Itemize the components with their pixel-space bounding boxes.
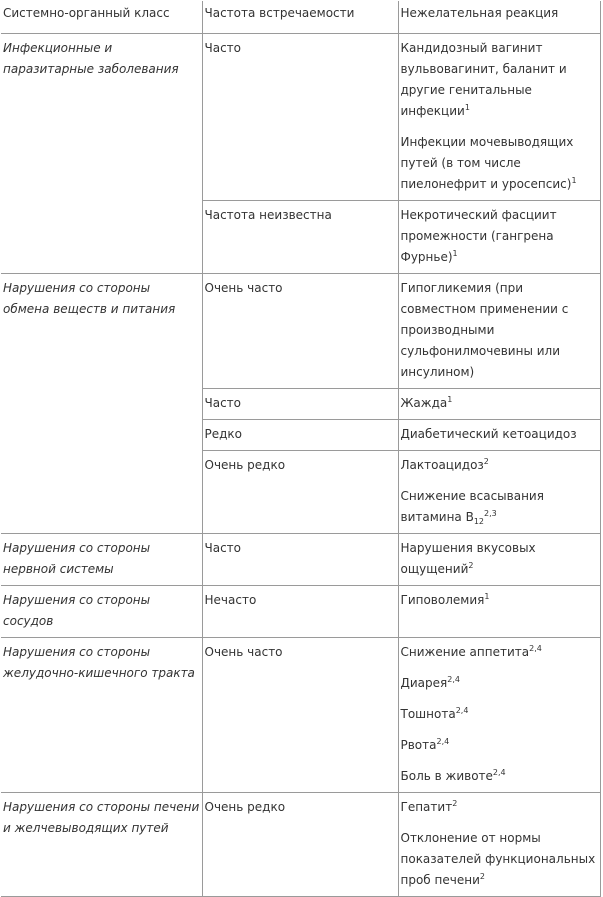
reaction-cell <box>398 274 600 389</box>
frequency-cell: Очень редко <box>202 793 398 897</box>
footnote-marker: 2 <box>468 561 474 570</box>
reaction-text: Снижение всасывания витамина B <box>400 489 544 524</box>
frequency-cell: Очень часто <box>202 638 398 793</box>
organ-class-cell: Нарушения со стороны нервной системы <box>1 534 202 586</box>
footnote-marker: 2 <box>479 872 485 881</box>
frequency-cell: Часто <box>202 534 398 586</box>
footnote-marker: 2,4 <box>436 737 450 746</box>
footnote-marker: 1 <box>571 176 577 185</box>
footnote-marker: 2,4 <box>529 644 542 653</box>
footnote-marker: 2 <box>483 457 489 466</box>
table-row <box>1 34 600 201</box>
reaction-item <box>401 424 598 445</box>
frequency-cell: Частота неизвестна <box>202 201 398 274</box>
reaction-cell <box>398 793 600 897</box>
adverse-reactions-table <box>1 1 601 897</box>
reaction-text: Гипогликемия (при совместном применении с производными сульфонилмочевины или инсулином) <box>400 281 569 379</box>
footnote-marker: 1 <box>464 103 470 112</box>
organ-class-cell: Нарушения со стороны сосудов <box>1 586 202 638</box>
table-row <box>1 534 600 586</box>
frequency-cell: Часто <box>202 389 398 420</box>
reaction-item <box>401 132 598 195</box>
reaction-item <box>401 486 598 528</box>
header-frequency: Частота встречаемости <box>202 1 398 34</box>
reaction-item <box>401 538 598 580</box>
reaction-item <box>401 642 598 663</box>
table-header-row <box>1 1 600 34</box>
frequency-cell: Редко <box>202 420 398 451</box>
reaction-text: Снижение аппетита <box>400 645 530 659</box>
reaction-text: Инфекции мочевыводящих путей (в том числе пиелонефрит и уросепсис) <box>400 135 574 191</box>
reaction-text: Гепатит <box>400 800 453 814</box>
reaction-item <box>401 455 598 476</box>
organ-class-cell: Нарушения со стороны печени и желчевыводящих путей <box>1 793 202 897</box>
reaction-text: Некротический фасциит промежности (гангрена Фурнье) <box>400 208 557 264</box>
header-organ-class: Системно-органный класс <box>3 6 170 20</box>
reaction-cell <box>398 34 600 201</box>
reaction-item <box>401 673 598 694</box>
table-row <box>1 586 600 638</box>
reaction-cell <box>398 201 600 274</box>
reaction-item <box>401 205 598 268</box>
frequency-cell: Часто <box>202 34 398 201</box>
reaction-cell <box>398 389 600 420</box>
reaction-item <box>401 38 598 122</box>
reaction-item <box>401 828 598 891</box>
footnote-marker: 2,3 <box>484 509 497 518</box>
reaction-item <box>401 278 598 383</box>
table-row <box>1 274 600 389</box>
reaction-text: Диабетический кетоацидоз <box>400 427 577 441</box>
reaction-text: Гиповолемия <box>400 593 485 607</box>
reaction-text: Боль в животе <box>400 769 493 783</box>
reaction-text: Отклонение от нормы показателей функциональных проб печени <box>400 831 596 887</box>
table-row <box>1 793 600 897</box>
footnote-marker: 1 <box>484 592 490 601</box>
organ-class-cell: Нарушения со стороны желудочно-кишечного тракта <box>1 638 202 793</box>
footnote-marker: 2,4 <box>492 768 506 777</box>
footnote-marker: 2 <box>452 799 458 808</box>
organ-class-cell: Инфекционные и паразитарные заболевания <box>1 34 202 274</box>
reaction-text: Нарушения вкусовых ощущений <box>400 541 536 576</box>
reaction-item <box>401 393 598 414</box>
reaction-item <box>401 704 598 725</box>
reaction-cell <box>398 451 600 534</box>
footnote-marker: 1 <box>447 395 453 404</box>
reaction-text: Рвота <box>400 738 437 752</box>
reaction-cell <box>398 586 600 638</box>
reaction-item <box>401 590 598 611</box>
organ-class-cell: Нарушения со стороны обмена веществ и питания <box>1 274 202 534</box>
reaction-text: Тошнота <box>400 707 456 721</box>
frequency-cell: Очень редко <box>202 451 398 534</box>
footnote-marker: 1 <box>452 249 458 258</box>
footnote-marker: 2,4 <box>455 706 469 715</box>
reaction-item <box>401 766 598 787</box>
footnote-marker: 2,4 <box>447 675 460 684</box>
reaction-item <box>401 735 598 756</box>
reaction-text: Лактоацидоз <box>400 458 484 472</box>
reaction-text: Кандидозный вагинит вульвовагинит, баланит и другие генитальные инфекции <box>400 41 567 118</box>
frequency-cell: Очень часто <box>202 274 398 389</box>
reaction-cell <box>398 638 600 793</box>
reaction-cell <box>398 420 600 451</box>
reaction-cell <box>398 534 600 586</box>
reaction-text: Жажда <box>400 396 448 410</box>
subscript: 12 <box>473 517 484 526</box>
frequency-cell: Нечасто <box>202 586 398 638</box>
header-reaction: Нежелательная реакция <box>398 1 600 34</box>
reaction-text: Диарея <box>400 676 448 690</box>
table-row <box>1 638 600 793</box>
reaction-item <box>401 797 598 818</box>
table-body <box>1 34 600 897</box>
